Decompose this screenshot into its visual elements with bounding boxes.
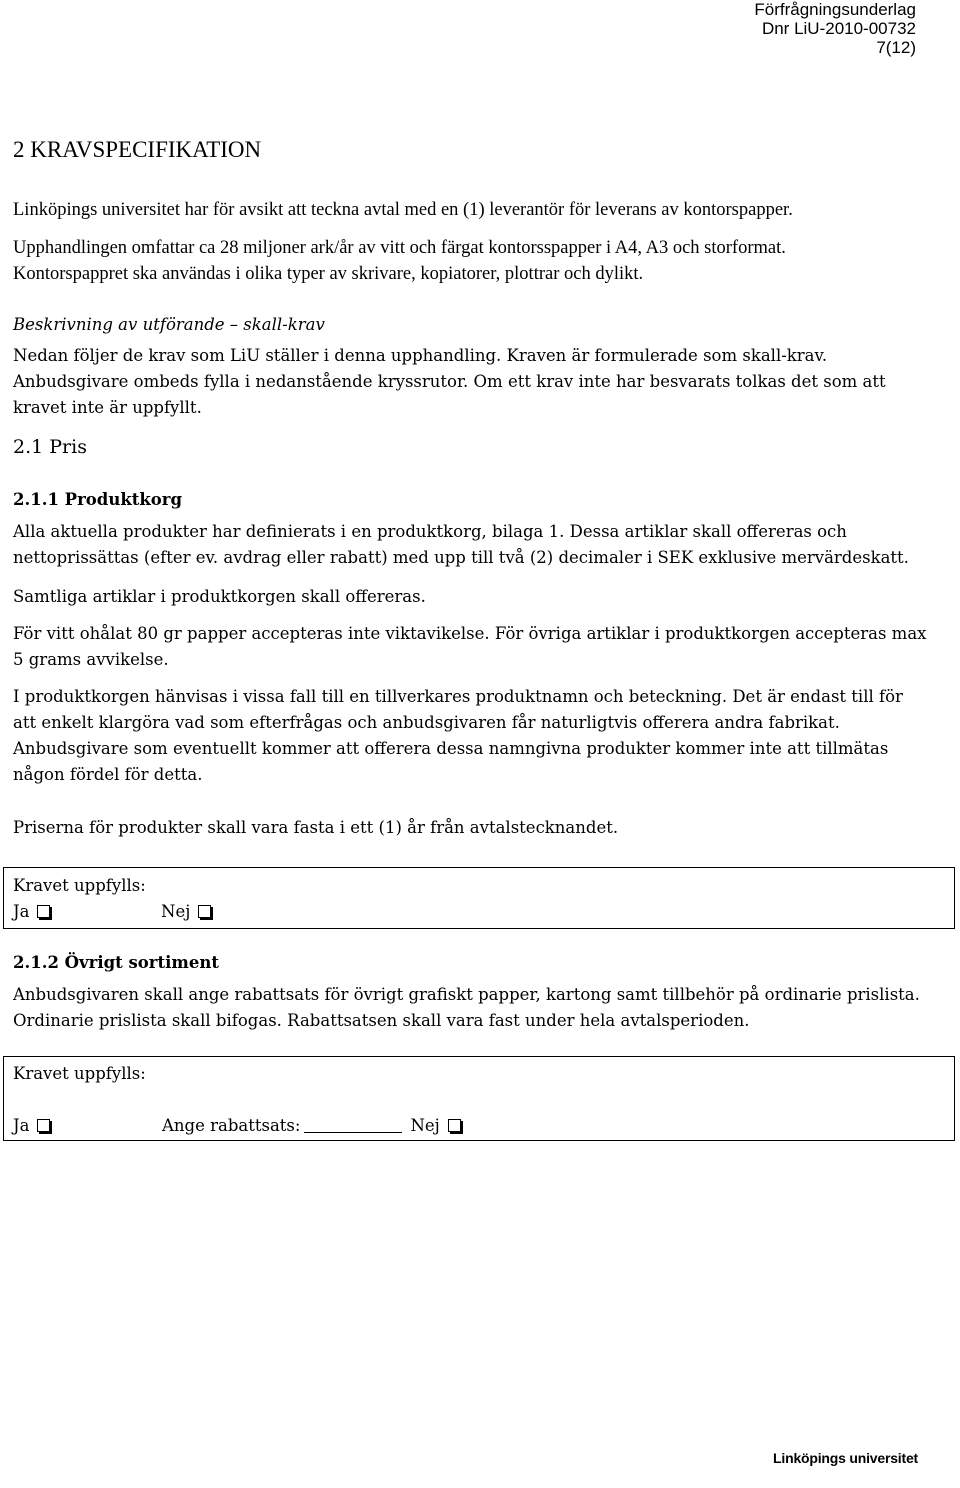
liu-logo: Linköpings universitet (773, 1450, 918, 1466)
produktkorg-p1-line-1: Alla aktuella produkter har definierats i en produktkorg, bilaga 1. Dessa artiklar skall offereras och (13, 522, 847, 541)
produktkorg-p4-line-3: Anbudsgivare som eventuellt kommer att offerera dessa namngivna produkter kommer inte att tillmätas (13, 739, 889, 758)
produktkorg-p5: Priserna för produkter skall vara fasta i ett (1) år från avtalstecknandet. (13, 818, 619, 837)
header-doc-type: Förfrågningsunderlag (754, 0, 916, 19)
requirement-box-produktkorg (3, 867, 955, 929)
requirement-label: Kravet uppfylls: (13, 876, 146, 895)
checkbox-no-icon[interactable] (448, 1119, 461, 1132)
sortiment-line-2: Ordinarie prislista skall bifogas. Rabattsatsen skall vara fast under hela avtalsperioden. (13, 1011, 750, 1030)
section-2-1-1-title: 2.1.1 Produktkorg (13, 490, 183, 509)
answer-no-label: Nej (410, 1116, 440, 1135)
description-line-2: Anbudsgivare ombeds fylla i nedanstående kryssrutor. Om ett krav inte har besvarats tolkas det som att (13, 372, 886, 391)
produktkorg-p4-line-2: att enkelt klargöra vad som efterfrågas och anbudsgivaren får naturligtvis offerera andra fabrikat. (13, 713, 840, 732)
description-line-1: Nedan följer de krav som LiU ställer i denna upphandling. Kraven är formulerade som skall-krav. (13, 346, 828, 365)
produktkorg-p4-line-1: I produktkorgen hänvisas i vissa fall till en tillverkares produktnamn och beteckning. Det är endast till för (13, 687, 903, 706)
intro-line-1: Linköpings universitet har för avsikt att teckna avtal med en (1) leverantör för leverans av kontorspapper. (13, 200, 793, 220)
answer-yes[interactable] (13, 899, 50, 925)
answer-yes-label: Ja (13, 1116, 30, 1135)
header-page-number: 7(12) (876, 38, 916, 57)
answer-no[interactable] (161, 899, 211, 925)
sortiment-line-1: Anbudsgivaren skall ange rabattsats för övrigt grafiskt papper, kartong samt tillbehör på ordinarie prislista. (13, 985, 920, 1004)
header-reference-number: Dnr LiU-2010-00732 (761, 19, 916, 38)
produktkorg-p3-line-1: För vitt ohålat 80 gr papper accepteras inte viktavikelse. För övriga artiklar i produktkorgen accepteras max (13, 624, 927, 643)
produktkorg-p4-line-4: någon fördel för detta. (13, 765, 203, 784)
discount-rate-input[interactable] (304, 1116, 402, 1133)
section-2-1-title: 2.1 Pris (13, 436, 87, 458)
produktkorg-p1-line-2: nettoprissättas (efter ev. avdrag eller rabatt) med upp till två (2) decimaler i SEK exklusive mervärdeskatt. (13, 548, 909, 567)
checkbox-yes-icon[interactable] (37, 905, 50, 918)
section-2-1-2-title: 2.1.2 Övrigt sortiment (13, 953, 219, 972)
page-title: 2 KRAVSPECIFIKATION (13, 137, 262, 162)
answer-no-label: Nej (161, 902, 191, 921)
requirement-box-sortiment (3, 1056, 955, 1141)
intro-line-3: Kontorspappret ska användas i olika typer av skrivare, kopiatorer, plottrar och dylikt. (13, 264, 644, 284)
requirement-label: Kravet uppfylls: (13, 1064, 146, 1083)
discount-rate-label: Ange rabattsats: (162, 1116, 301, 1135)
produktkorg-p3-line-2: 5 grams avvikelse. (13, 650, 169, 669)
discount-rate (162, 1113, 461, 1139)
checkbox-no-icon[interactable] (198, 905, 211, 918)
intro-line-2: Upphandlingen omfattar ca 28 miljoner ark/år av vitt och färgat kontorsspapper i A4, A3 och storformat. (13, 238, 786, 258)
description-title: Beskrivning av utförande – skall-krav (13, 315, 325, 334)
checkbox-yes-icon[interactable] (37, 1119, 50, 1132)
answer-yes[interactable] (13, 1113, 50, 1139)
answer-yes-label: Ja (13, 902, 30, 921)
produktkorg-p2: Samtliga artiklar i produktkorgen skall offereras. (13, 587, 426, 606)
description-line-3: kravet inte är uppfyllt. (13, 398, 202, 417)
